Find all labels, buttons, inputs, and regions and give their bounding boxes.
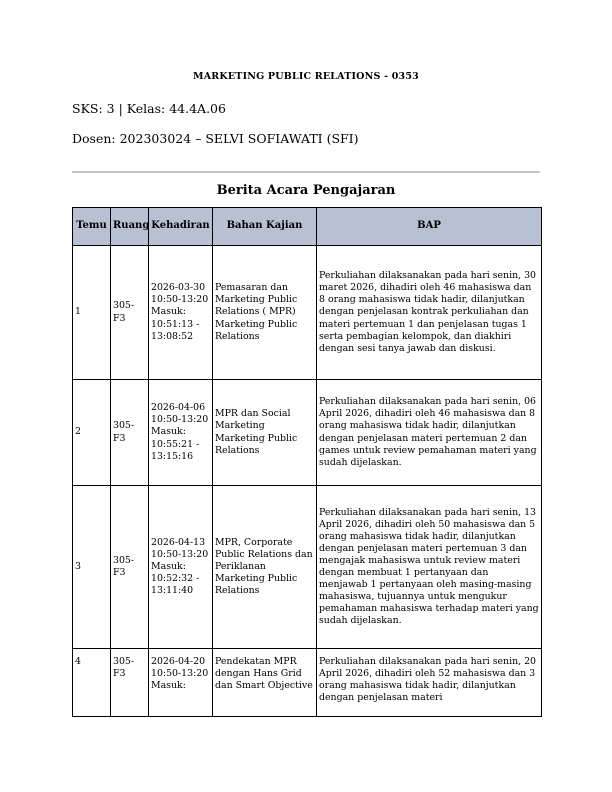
header-bap: BAP [317,208,542,246]
cell-bahan-kajian: Pemasaran dan Marketing Public Relations ( MPR) Marketing Public Relations [213,246,317,380]
table-row [73,246,542,380]
section-title: Berita Acara Pengajaran [216,183,396,198]
header-bahan-kajian: Bahan Kajian [213,208,317,246]
cell-kehadiran: 2026-03-30 10:50-13:20 Masuk: 10:51:13 - 13:08:52 [149,246,213,380]
cell-bahan-kajian: MPR, Corporate Public Relations dan Periklanan Marketing Public Relations [213,486,317,649]
header-kehadiran: Kehadiran [149,208,213,246]
cell-ruang: 305-F3 [111,649,149,717]
cell-temu: 1 [73,246,111,380]
bap-table [72,207,542,717]
cell-ruang: 305-F3 [111,246,149,380]
cell-bahan-kajian: MPR dan Social Marketing Marketing Public Relations [213,380,317,486]
cell-ruang: 305-F3 [111,486,149,649]
cell-bap: Perkuliahan dilaksanakan pada hari senin, 13 April 2026, dihadiri oleh 50 mahasiswa dan 5 orang mahasiswa tidak hadir, dilanjutkan dengan penjelasan materi pertemuan 3 dan mengajak mahasiswa untuk review materi dengan membuat 1 pertanyaan dan menjawab 1 pertanyaan oleh masing-masing mahasiswa, tujuannya untuk mengukur pemahaman mahasiswa terhadap materi yang sudah dijelaskan. [317,486,542,649]
cell-kehadiran: 2026-04-20 10:50-13:20 Masuk: [149,649,213,717]
table-row [73,649,542,717]
cell-temu: 3 [73,486,111,649]
table-row [73,486,542,649]
cell-temu: 2 [73,380,111,486]
cell-ruang: 305-F3 [111,380,149,486]
header-ruang: Ruang [111,208,149,246]
cell-bahan-kajian: Pendekatan MPR dengan Hans Grid dan Smart Objective [213,649,317,717]
sks-kelas-line: SKS: 3 | Kelas: 44.4A.06 [72,101,226,116]
dosen-line: Dosen: 202303024 – SELVI SOFIAWATI (SFI) [72,131,359,146]
course-title: MARKETING PUBLIC RELATIONS - 0353 [193,71,419,82]
cell-kehadiran: 2026-04-06 10:50-13:20 Masuk: 10:55:21 - 13:15:16 [149,380,213,486]
cell-bap: Perkuliahan dilaksanakan pada hari senin, 06 April 2026, dihadiri oleh 46 mahasiswa dan 8 orang mahasiswa tidak hadir, dilanjutkan dengan penjelasan materi pertemuan 2 dan games untuk review pemahaman materi yang sudah dijelaskan. [317,380,542,486]
cell-bap: Perkuliahan dilaksanakan pada hari senin, 30 maret 2026, dihadiri oleh 46 mahasiswa dan 8 orang mahasiswa tidak hadir, dilanjutkan dengan penjelasan kontrak perkuliahan dan materi pertemuan 1 dan penjelasan tugas 1 serta pembagian kelompok, dan diakhiri dengan sesi tanya jawab dan diskusi. [317,246,542,380]
cell-bap: Perkuliahan dilaksanakan pada hari senin, 20 April 2026, dihadiri oleh 52 mahasiswa dan 3 orang mahasiswa tidak hadir, dilanjutkan dengan penjelasan materi [317,649,542,717]
header-temu: Temu [73,208,111,246]
horizontal-divider [72,171,540,173]
table-row [73,380,542,486]
cell-kehadiran: 2026-04-13 10:50-13:20 Masuk: 10:52:32 - 13:11:40 [149,486,213,649]
table-header-row [73,208,542,246]
cell-temu: 4 [73,649,111,717]
